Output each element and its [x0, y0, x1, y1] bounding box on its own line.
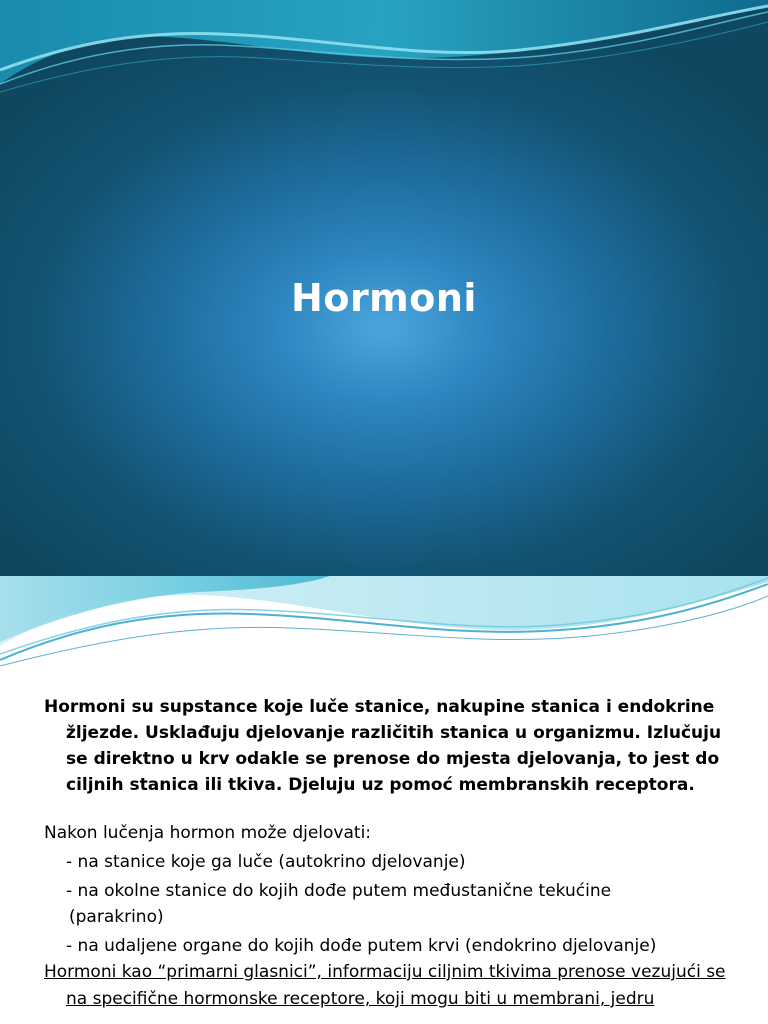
list-item-continuation: (parakrino) — [69, 907, 164, 927]
intro-line: Nakon lučenja hormon može djelovati: — [44, 823, 372, 843]
list-item: - na stanice koje ga luče (autokrino djelovanje) — [66, 852, 466, 872]
list-item-line: - na okolne stanice do kojih dođe putem međustanične tekućine — [66, 881, 612, 901]
slide-body — [44, 694, 734, 1013]
decorative-waves-slide2 — [0, 576, 768, 676]
slide-title: Hormoni — [291, 276, 477, 320]
content-slide — [0, 576, 768, 1024]
decorative-waves-top — [0, 0, 768, 100]
list-item — [44, 878, 734, 930]
underlined-paragraph: Hormoni kao “primarni glasnici”, informaciju ciljnim tkivima prenose vezujući se na specifične hormonske receptore, koji mogu biti u membrani, jedru — [44, 962, 726, 1009]
definition-paragraph: Hormoni su supstance koje luče stanice, nakupine stanica i endokrine žljezde. Usklađuju djelovanje različitih stanica u organizmu. Izlučuju se direktno u krv odakle se prenose do mjesta djelovanja, to jest do ciljnih stanica ili tkiva. Djeluju uz pomoć membranskih receptora. — [44, 697, 722, 795]
list-item: - na udaljene organe do kojih dođe putem krvi (endokrino djelovanje) — [66, 936, 657, 956]
